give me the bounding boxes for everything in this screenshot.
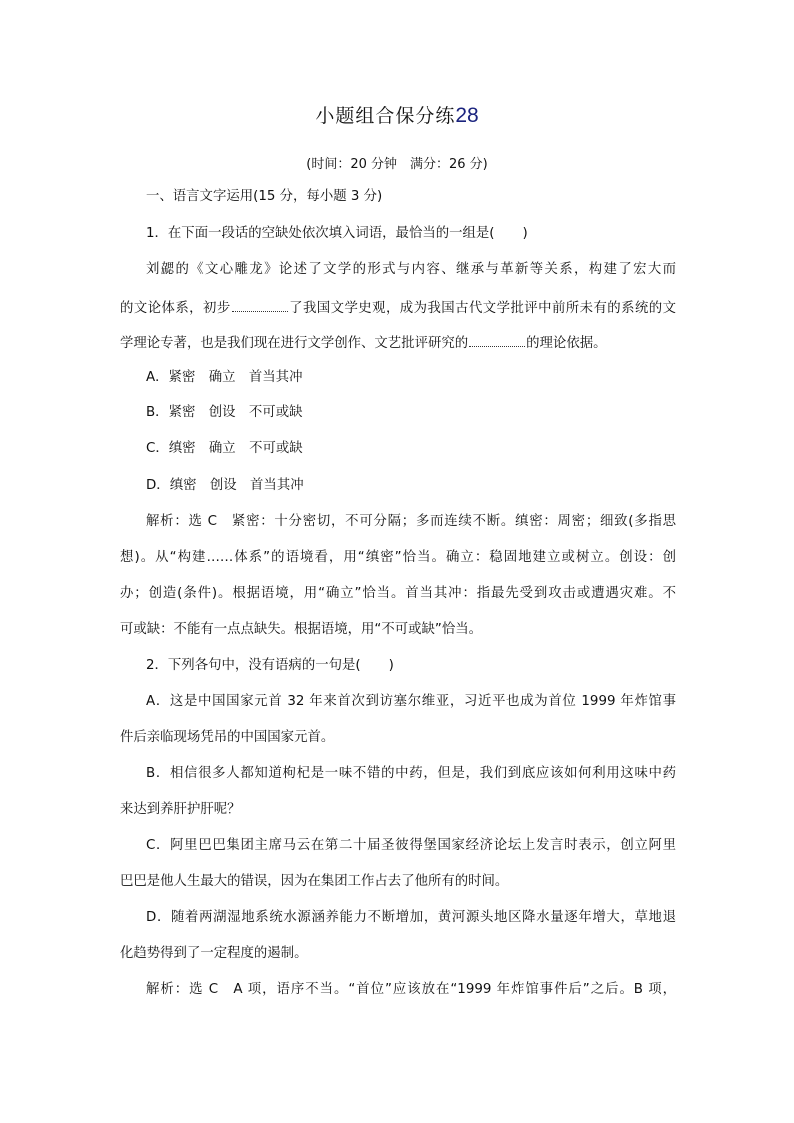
passage-line-2-a: 的文论体系，初步 [120,301,231,316]
question-2-stem-text: 2．下列各句中，没有语病的一句是( [146,658,361,673]
question-2-stem-close: ) [388,658,394,673]
question-2-option-d-line-2: 化趋势得到了一定程度的遏制。 [120,946,308,961]
fill-in-blank-1 [232,298,288,312]
section-heading: 一、语言文字运用(15 分，每小题 3 分) [146,189,383,204]
page-title [0,101,794,128]
question-2-option-b-line-1: B．相信很多人都知道枸杞是一味不错的中药，但是，我们到底应该如何利用这味中药 [146,766,676,781]
title-number: 28 [455,104,479,127]
passage-line-3-b: 的理论依据。 [526,336,607,351]
question-1-option-a: A．紧密 确立 首当其冲 [146,370,303,385]
question-1-passage-line-3 [120,333,676,353]
question-2-option-d-line-1: D．随着两湖湿地系统水源涵养能力不断增加，黄河源头地区降水量逐年增大，草地退 [146,910,676,925]
question-2-stem [146,657,676,675]
question-2-option-a-line-2: 件后亲临现场凭吊的中国国家元首。 [120,730,335,745]
question-2-option-c-line-1: C．阿里巴巴集团主席马云在第二十届圣彼得堡国家经济论坛上发言时表示，创立阿里 [146,838,676,853]
question-2-option-c-line-2: 巴巴是他人生最大的错误，因为在集团工作占去了他所有的时间。 [120,874,509,889]
question-1-stem-text: 1．在下面一段话的空缺处依次填入词语，最恰当的一组是( [146,226,495,241]
title-text: 小题组合保分练 [315,105,456,127]
question-1-stem [146,225,676,243]
question-1-answer-line-3: 办；创造(条件)。根据语境，用“确立”恰当。首当其冲：指最先受到攻击或遭遇灾难。不 [120,586,676,601]
question-1-answer-line-1: 解析：选 C 紧密：十分密切，不可分隔；多而连续不断。缜密：周密；细致(多指思 [146,514,676,529]
passage-line-3-a: 学理论专著，也是我们现在进行文学创作、文艺批评研究的 [120,336,469,351]
question-1-option-b: B．紧密 创设 不可或缺 [146,405,303,420]
question-2-option-b-line-2: 来达到养肝护肝呢？ [120,802,241,817]
question-1-option-d: D．缜密 创设 首当其冲 [146,478,304,493]
time-score-info: (时间：20 分钟 满分：26 分) [306,157,488,172]
question-1-passage-line-2 [120,298,676,318]
passage-line-2-b: 了我国文学史观，成为我国古代文学批评中前所未有的系统的文 [288,301,677,316]
question-1-answer-line-2: 想)。从“构建……体系”的语境看，用“缜密”恰当。确立：稳固地建立或树立。创设：创 [120,550,676,565]
question-1-stem-close: ) [522,226,528,241]
question-1-answer-line-4: 可或缺：不能有一点点缺失。根据语境，用“不可或缺”恰当。 [120,622,483,637]
question-1-option-c: C．缜密 确立 不可或缺 [146,441,303,456]
question-2-option-a-line-1: A．这是中国国家元首 32 年来首次到访塞尔维亚，习近平也成为首位 1999 年炸馆事 [146,694,676,709]
fill-in-blank-2 [469,333,525,347]
question-2-answer-line-1: 解析：选 C A 项，语序不当。“首位”应该放在“1999 年炸馆事件后”之后。B 项， [146,982,676,997]
question-1-passage-line-1: 刘勰的《文心雕龙》论述了文学的形式与内容、继承与革新等关系，构建了宏大而 [146,262,676,277]
